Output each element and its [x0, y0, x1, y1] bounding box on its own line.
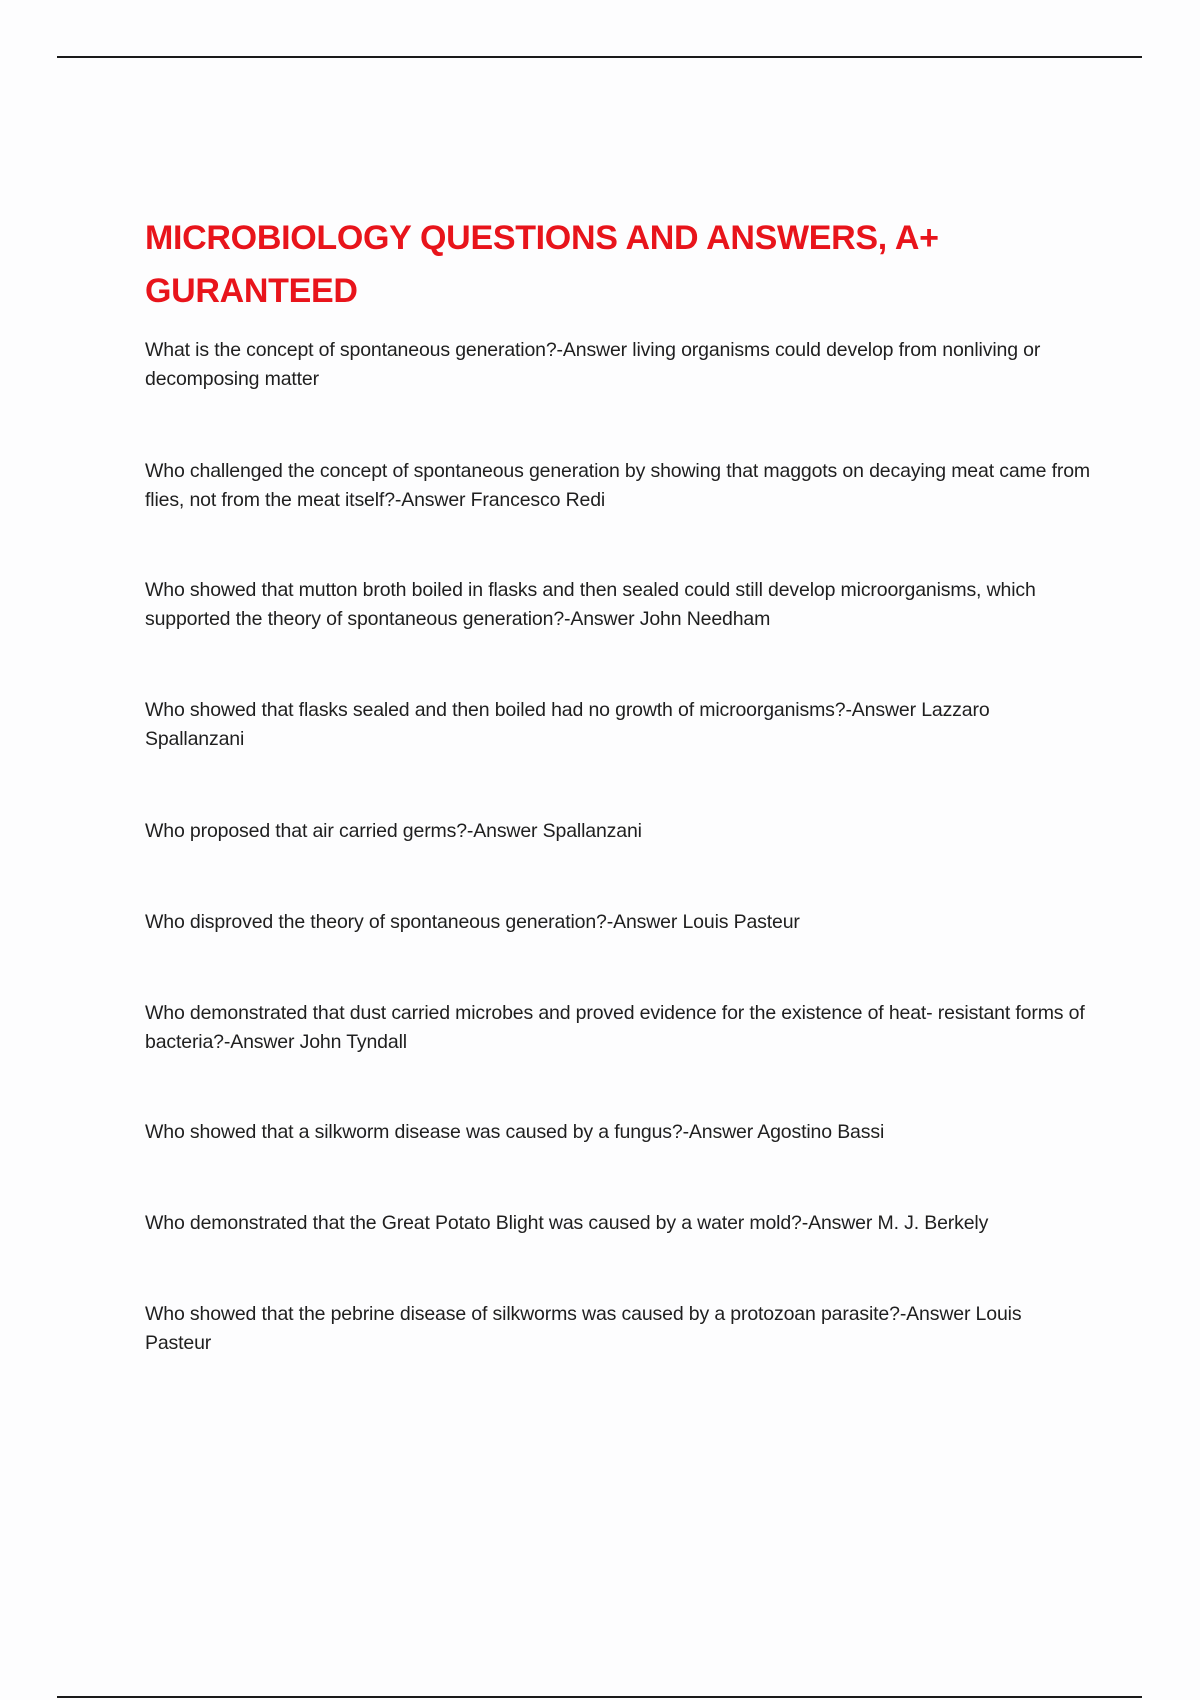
- qa-item-2: Who challenged the concept of spontaneous generation by showing that maggots on decaying meat came from flies, not from the meat itself?-Answer Francesco Redi: [145, 460, 1090, 511]
- document-title: MICROBIOLOGY QUESTIONS AND ANSWERS, A+ GURANTEED: [145, 219, 939, 310]
- qa-item-10: Who showed that the pebrine disease of silkworms was caused by a protozoan parasite?-Answer Louis Pasteur: [145, 1303, 1022, 1354]
- top-rule: [57, 56, 1142, 58]
- qa-item-1: What is the concept of spontaneous generation?-Answer living organisms could develop from nonliving or decomposing matter: [145, 339, 1041, 390]
- qa-item-8: Who showed that a silkworm disease was caused by a fungus?-Answer Agostino Bassi: [145, 1121, 885, 1143]
- qa-item-7: Who demonstrated that dust carried microbes and proved evidence for the existence of heat- resistant forms of bacteria?-Answer John Tyndall: [145, 1002, 1085, 1053]
- qa-item-6: Who disproved the theory of spontaneous generation?-Answer Louis Pasteur: [145, 911, 800, 933]
- qa-item-9: Who demonstrated that the Great Potato Blight was caused by a water mold?-Answer M. J. Berkely: [145, 1212, 989, 1234]
- bottom-rule: [57, 1696, 1142, 1698]
- qa-item-3: Who showed that mutton broth boiled in flasks and then sealed could still develop microorganisms, which supported the theory of spontaneous generation?-Answer John Needham: [145, 579, 1036, 630]
- qa-item-4: Who showed that flasks sealed and then boiled had no growth of microorganisms?-Answer Lazzaro Spallanzani: [145, 699, 990, 750]
- qa-item-5: Who proposed that air carried germs?-Answer Spallanzani: [145, 820, 642, 842]
